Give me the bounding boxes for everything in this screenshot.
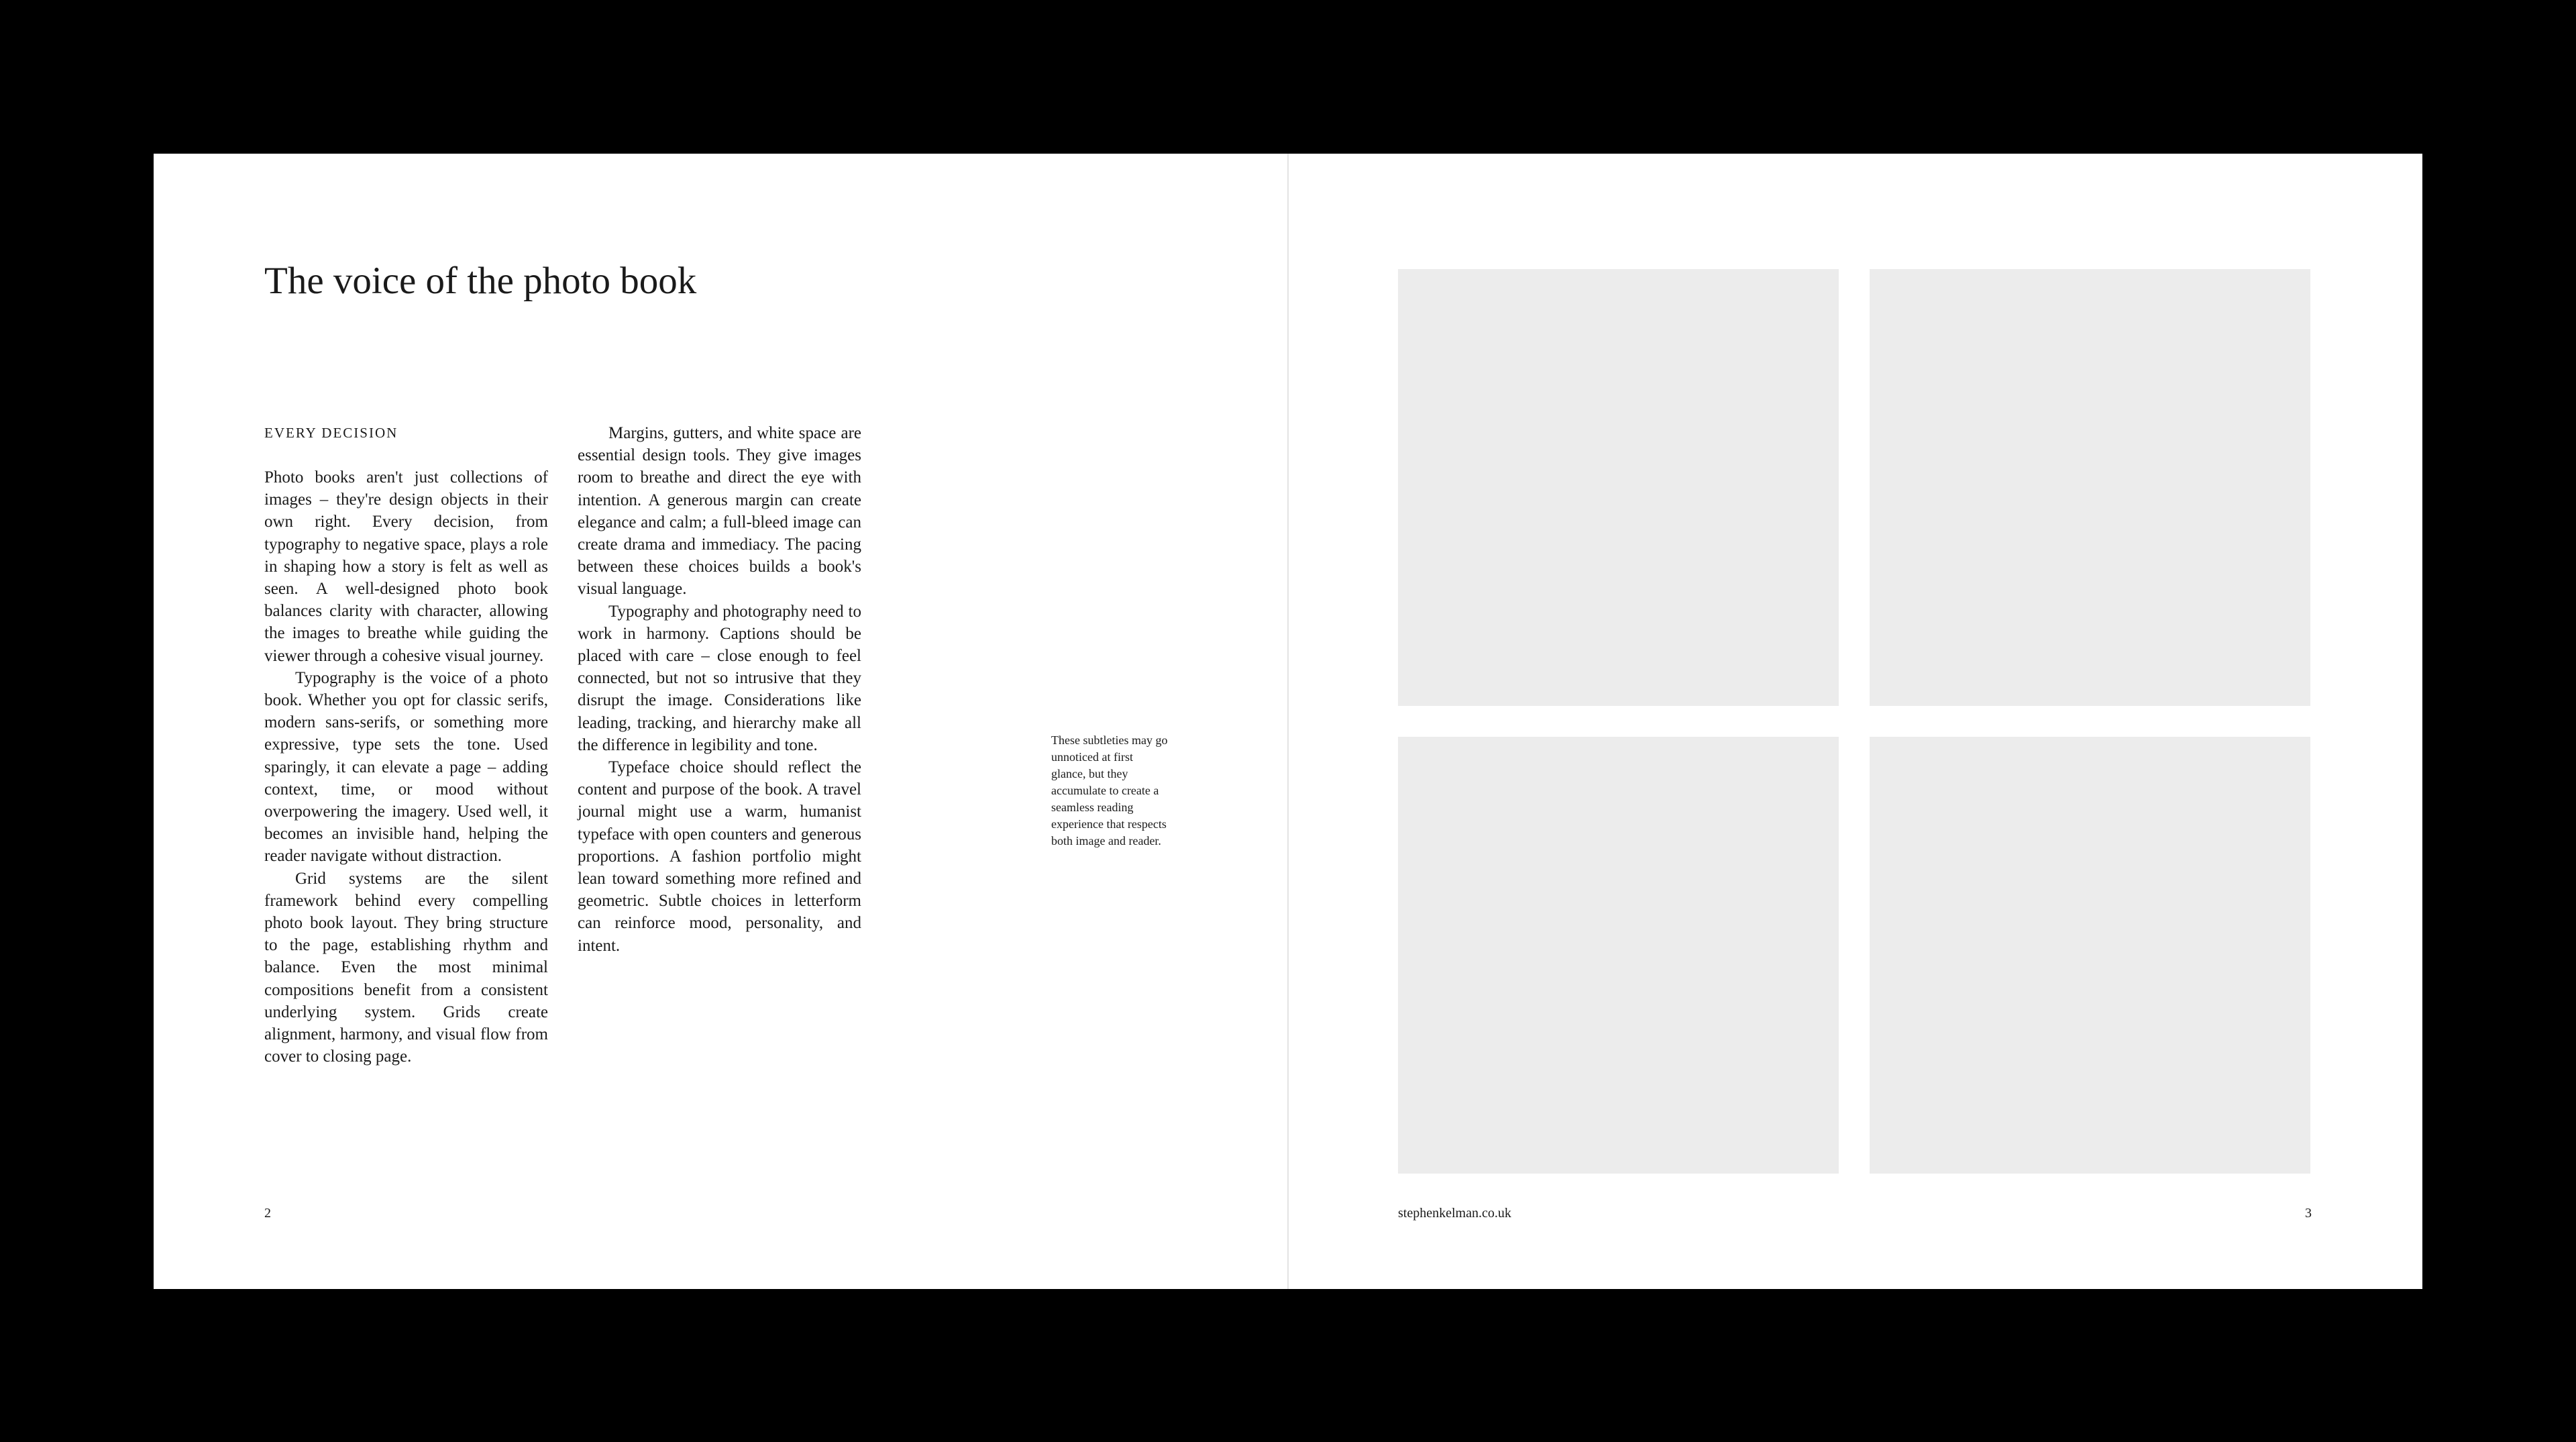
paragraph: Photo books aren't just collections of images – they're design objects in their own right. Every decision, from typography to negative space, plays a role in shaping how a story is felt as well as seen. A well-designed photo book balances clarity with character, allowing the images to breathe while guiding the viewer through a cohesive visual journey. — [264, 468, 548, 665]
page-number-right: 3 — [2305, 1206, 2312, 1221]
text-column-2 — [578, 422, 861, 957]
paragraph: Typeface choice should reflect the content and purpose of the book. A travel journal might use a warm, humanist typeface with open counters and generous proportions. A fashion portfolio might lean toward something more refined and geometric. Subtle choices in letterform can reinforce mood, personality, and intent. — [578, 758, 861, 955]
paragraph: Grid systems are the silent framework behind every compelling photo book layout. They bring structure to the page, establishing rhythm and balance. Even the most minimal compositions benefit from a consistent underlying system. Grids create alignment, harmony, and visual flow from cover to closing page. — [264, 869, 548, 1066]
paragraph: Margins, gutters, and white space are essential design tools. They give images room to breathe and direct the eye with intention. A generous margin can create elegance and calm; a full-bleed image can create drama and immediacy. The pacing between these choices builds a book's visual language. — [578, 424, 861, 599]
book-spread — [154, 154, 2422, 1289]
sidenote: These subtleties may go unnoticed at first glance, but they accumulate to create a seamless reading experience that respects both image and reader. — [1051, 733, 1168, 847]
right-page — [1289, 154, 2422, 1289]
paragraph: Typography is the voice of a photo book. Whether you opt for classic serifs, modern sans-serifs, or something more expressive, type sets the tone. Used sparingly, it can elevate a page – adding context, time, or mood without overpowering the imagery. Used well, it becomes an invisible hand, helping the reader navigate without distraction. — [264, 668, 548, 866]
text-column-1 — [264, 466, 548, 1068]
page-title: The voice of the photo book — [264, 260, 697, 302]
page-number-left: 2 — [264, 1206, 271, 1221]
paragraph: Typography and photography need to work in harmony. Captions should be placed with care – close enough to feel connected, but not so intrusive that they disrupt the image. Considerations like leading, tracking, and hierarchy make all the difference in legibility and tone. — [578, 602, 861, 754]
image-placeholder — [1870, 737, 2310, 1174]
image-placeholder — [1870, 269, 2310, 706]
section-kicker: EVERY DECISION — [264, 425, 398, 441]
left-page — [154, 154, 1287, 1289]
image-placeholder — [1398, 737, 1839, 1174]
image-placeholder — [1398, 269, 1839, 706]
footer-url: stephenkelman.co.uk — [1398, 1206, 1511, 1221]
